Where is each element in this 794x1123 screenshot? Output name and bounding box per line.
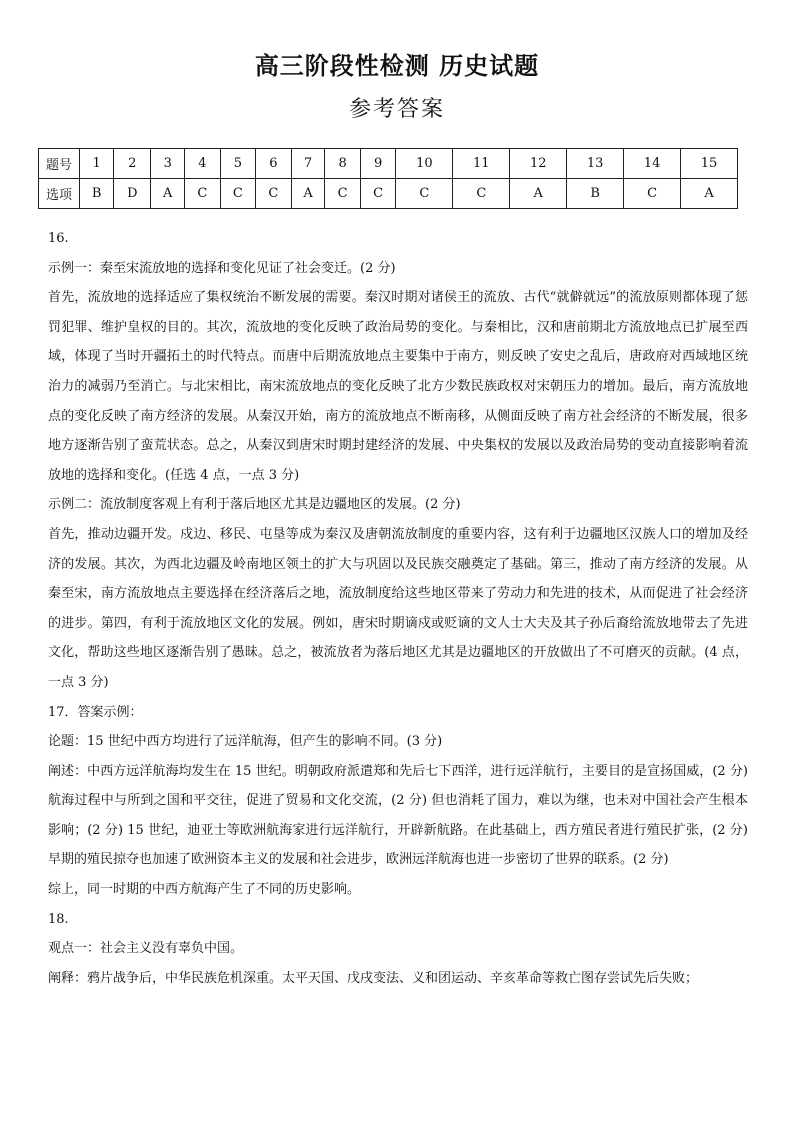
table-cell: C (453, 179, 510, 209)
table-cell: A (510, 179, 567, 209)
table-cell: 6 (256, 149, 292, 179)
table-cell: 1 (80, 149, 114, 179)
table-cell: C (220, 179, 256, 209)
q17-body: 阐述：中西方远洋航海均发生在 15 世纪。明朝政府派遣郑和先后七下西洋，进行远洋航行，主要目的是宣扬国威，(2 分) 航海过程中与所到之国和平交往，促进了贸易和文化交流，(2 分) 但也消耗了国力，难以为继，也未对中国社会产生根本影响；(2 分) 15 世纪，迪亚士等欧洲航海家进行远洋航行，开辟新航路。在此基础上，西方殖民者进行殖民扩张，(2 分) 早期的殖民掠夺也加速了欧洲资本主义的发展和社会进步，欧洲远洋航海也进一步密切了世界的联系。(2 分) (48, 763, 748, 868)
table-row-numbers (39, 149, 738, 179)
q16-example1-title: 示例一：秦至宋流放地的选择和变化见证了社会变迁。(2 分) (48, 260, 396, 276)
table-cell: 4 (185, 149, 221, 179)
table-cell: C (360, 179, 396, 209)
table-cell: 3 (151, 149, 185, 179)
q17-summary: 综上，同一时期的中西方航海产生了不同的历史影响。 (48, 882, 361, 898)
table-cell: 7 (291, 149, 325, 179)
q18-label: 18. (48, 911, 69, 927)
table-cell: A (291, 179, 325, 209)
q16-example2-body: 首先，推动边疆开发。戍边、移民、屯垦等成为秦汉及唐朝流放制度的重要内容，这有利于边疆地区汉族人口的增加及经济的发展。其次，为西北边疆及岭南地区领土的扩大与巩固以及民族交融奠定了基础。第三，推动了南方经济的发展。从秦至宋，南方流放地点主要选择在经济落后之地，流放制度给这些地区带来了劳动力和先进的技术，从而促进了社会经济的进步。第四，有利于流放地区文化的发展。例如，唐宋时期谪戍或贬谪的文人士大夫及其子孙后裔给流放地带去了先进文化，帮助这些地区逐渐告别了愚昧。总之，被流放者为落后地区尤其是边疆地区的开放做出了不可磨灭的贡献。(4 点，一点 3 分) (48, 526, 748, 690)
table-cell: B (80, 179, 114, 209)
table-cell: C (624, 179, 681, 209)
table-cell: D (114, 179, 151, 209)
page-subtitle: 参考答案 (348, 97, 445, 122)
table-cell: C (256, 179, 292, 209)
table-cell: C (325, 179, 361, 209)
q17-thesis: 论题：15 世纪中西方均进行了远洋航海，但产生的影响不同。(3 分) (48, 734, 443, 750)
table-cell: 2 (114, 149, 151, 179)
table-cell: B (567, 179, 624, 209)
row-label-number: 题号 (39, 149, 80, 179)
table-cell: C (396, 179, 453, 209)
table-cell: 10 (396, 149, 453, 179)
table-cell: 8 (325, 149, 361, 179)
row-label-choice: 选项 (39, 179, 80, 209)
q17-label: 17．答案示例： (48, 704, 143, 720)
table-cell: 9 (360, 149, 396, 179)
page-title: 高三阶段性检测 历史试题 (254, 52, 540, 80)
table-cell: 11 (453, 149, 510, 179)
q16-example2-title: 示例二：流放制度客观上有利于落后地区尤其是边疆地区的发展。(2 分) (48, 497, 461, 513)
table-cell: 15 (681, 149, 738, 179)
table-cell: 5 (220, 149, 256, 179)
table-cell: 13 (567, 149, 624, 179)
table-row-choices (39, 179, 738, 209)
answer-table (38, 148, 738, 209)
table-cell: 12 (510, 149, 567, 179)
table-cell: A (151, 179, 185, 209)
table-cell: C (185, 179, 221, 209)
table-cell: 14 (624, 149, 681, 179)
q16-label: 16. (48, 231, 69, 246)
q16-example1-body: 首先，流放地的选择适应了集权统治不断发展的需要。秦汉时期对诸侯王的流放、古代“就僻就远”的流放原则都体现了惩罚犯罪、维护皇权的目的。其次，流放地的变化反映了政治局势的变化。与秦相比，汉和唐前期北方流放地点已扩展至西域，体现了当时开疆拓土的时代特点。而唐中后期流放地点主要集中于南方，则反映了安史之乱后，唐政府对西域地区统治力的减弱乃至消亡。与北宋相比，南宋流放地点的变化反映了北方少数民族政权对宋朝压力的增加。最后，南方流放地点的变化反映了南方经济的发展。从秦汉开始，南方的流放地点不断南移，从侧面反映了南方社会经济的不断发展，很多地方逐渐告别了蛮荒状态。总之，从秦汉到唐宋时期封建经济的发展、中央集权的发展以及政治局势的变动直接影响着流放地的选择和变化。(任选 4 点，一点 3 分) (48, 290, 748, 483)
table-cell: A (681, 179, 738, 209)
q18-view: 观点一：社会主义没有辜负中国。 (48, 941, 244, 957)
answer-body (48, 224, 748, 993)
q18-body: 阐释：鸦片战争后，中华民族危机深重。太平天国、戊戌变法、义和团运动、辛亥革命等救亡图存尝试先后失败； (48, 970, 699, 986)
